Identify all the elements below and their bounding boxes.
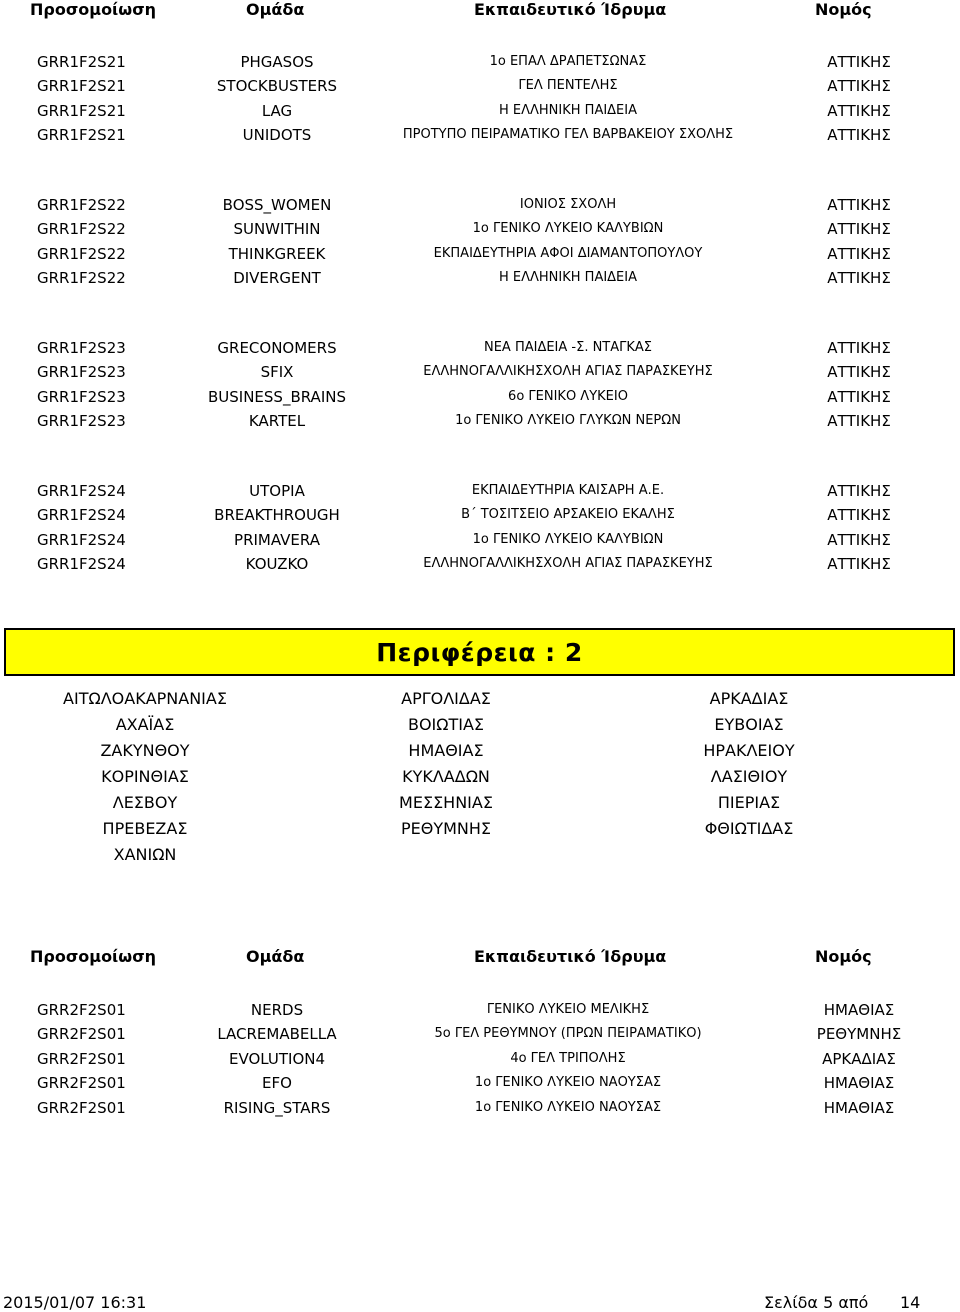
region-prefecture: ΑΡΚΑΔΙΑΣ [709, 689, 789, 708]
cell-prefecture: ΑΤΤΙΚΗΣ [827, 388, 891, 406]
table-row [0, 1072, 960, 1094]
cell-prefecture: ΑΤΤΙΚΗΣ [827, 506, 891, 524]
cell-simulation: GRR1F2S22 [37, 196, 126, 214]
table-row [0, 1023, 960, 1045]
region-prefecture: ΑΡΓΟΛΙΔΑΣ [401, 689, 491, 708]
cell-team: KARTEL [248, 412, 306, 430]
cell-team: EVOLUTION4 [228, 1050, 326, 1068]
table-row [0, 51, 960, 73]
table-row [0, 1048, 960, 1070]
cell-simulation: GRR1F2S23 [37, 388, 126, 406]
cell-school: 4ο ΓΕΛ ΤΡΙΠΟΛΗΣ [510, 1051, 626, 1066]
cell-simulation: GRR1F2S22 [37, 269, 126, 287]
cell-team: DIVERGENT [233, 269, 321, 287]
cell-school: ΝΕΑ ΠΑΙΔΕΙΑ -Σ. ΝΤΑΓΚΑΣ [483, 340, 653, 355]
cell-prefecture: ΑΡΚΑΔΙΑΣ [822, 1050, 896, 1068]
cell-simulation: GRR1F2S24 [37, 531, 126, 549]
cell-school: ΕΚΠΑΙΔΕΥΤΗΡΙΑ ΚΑΙΣΑΡΗ Α.Ε. [471, 483, 665, 498]
table-row [0, 386, 960, 408]
region-prefecture: ΚΟΡΙΝΘΙΑΣ [101, 767, 189, 786]
cell-simulation: GRR1F2S21 [37, 102, 126, 120]
cell-school: 6ο ΓΕΝΙΚΟ ΛΥΚΕΙΟ [508, 389, 628, 404]
cell-team: UNIDOTS [242, 126, 312, 144]
cell-prefecture: ΑΤΤΙΚΗΣ [827, 220, 891, 238]
table-row [0, 529, 960, 551]
cell-team: EFO [262, 1074, 292, 1092]
footer-timestamp: 2015/01/07 16:31 [3, 1293, 147, 1312]
header-simulation: Προσομοίωση [30, 0, 157, 19]
region-prefecture: ΗΜΑΘΙΑΣ [408, 741, 484, 760]
region-prefecture: ΧΑΝΙΩΝ [113, 845, 177, 864]
cell-team: KOUZKO [245, 555, 309, 573]
cell-simulation: GRR2F2S01 [37, 1074, 126, 1092]
cell-prefecture: ΑΤΤΙΚΗΣ [827, 339, 891, 357]
region-prefecture: ΠΙΕΡΙΑΣ [717, 793, 781, 812]
cell-prefecture: ΑΤΤΙΚΗΣ [827, 53, 891, 71]
table-row [0, 100, 960, 122]
cell-team: BUSINESS_BRAINS [208, 388, 346, 406]
region-title: Περιφέρεια : 2 [376, 637, 583, 667]
cell-school: ΕΛΛΗΝΟΓΑΛΛΙΚΗΣΧΟΛΗ ΑΓΙΑΣ ΠΑΡΑΣΚΕΥΗΣ [423, 556, 713, 571]
header-team: Ομάδα [246, 947, 305, 966]
cell-prefecture: ΑΤΤΙΚΗΣ [827, 555, 891, 573]
cell-simulation: GRR2F2S01 [37, 1001, 126, 1019]
cell-school: ΙΟΝΙΟΣ ΣΧΟΛΗ [519, 197, 617, 212]
table-row [0, 243, 960, 265]
footer-page-label: Σελίδα 5 από [764, 1293, 869, 1312]
cell-school: 1ο ΕΠΑΛ ΔΡΑΠΕΤΣΩΝΑΣ [489, 54, 647, 69]
cell-team: GRECONOMERS [217, 339, 337, 357]
cell-team: SFIX [260, 363, 294, 381]
table-row [0, 194, 960, 216]
table-row [0, 553, 960, 575]
cell-team: SUNWITHIN [233, 220, 321, 238]
cell-school: ΓΕΝΙΚΟ ΛΥΚΕΙΟ ΜΕΛΙΚΗΣ [486, 1002, 650, 1017]
region-prefecture: ΒΟΙΩΤΙΑΣ [407, 715, 485, 734]
cell-school: ΓΕΛ ΠΕΝΤΕΛΗΣ [518, 78, 618, 93]
cell-simulation: GRR1F2S21 [37, 77, 126, 95]
cell-school: 1ο ΓΕΝΙΚΟ ΛΥΚΕΙΟ ΝΑΟΥΣΑΣ [474, 1075, 662, 1090]
table-row [0, 124, 960, 146]
cell-simulation: GRR2F2S01 [37, 1099, 126, 1117]
header-school: Εκπαιδευτικό Ίδρυμα [474, 0, 667, 19]
region-prefecture: ΛΕΣΒΟΥ [112, 793, 178, 812]
cell-school: 1ο ΓΕΝΙΚΟ ΛΥΚΕΙΟ ΚΑΛΥΒΙΩΝ [472, 221, 664, 236]
cell-prefecture: ΑΤΤΙΚΗΣ [827, 363, 891, 381]
cell-school: 1ο ΓΕΝΙΚΟ ΛΥΚΕΙΟ ΚΑΛΥΒΙΩΝ [472, 532, 664, 547]
cell-simulation: GRR1F2S24 [37, 482, 126, 500]
table-row [0, 361, 960, 383]
cell-prefecture: ΑΤΤΙΚΗΣ [827, 196, 891, 214]
table-row [0, 410, 960, 432]
cell-simulation: GRR1F2S22 [37, 220, 126, 238]
header-prefecture: Νομός [815, 0, 872, 19]
table-row [0, 1097, 960, 1119]
cell-team: PRIMAVERA [234, 531, 320, 549]
table-row [0, 218, 960, 240]
cell-simulation: GRR1F2S21 [37, 126, 126, 144]
table-row [0, 75, 960, 97]
cell-prefecture: ΗΜΑΘΙΑΣ [823, 1074, 895, 1092]
cell-prefecture: ΗΜΑΘΙΑΣ [823, 1001, 895, 1019]
table-header [0, 0, 960, 22]
region-prefecture: ΠΡΕΒΕΖΑΣ [102, 819, 188, 838]
header-simulation: Προσομοίωση [30, 947, 157, 966]
region-prefecture: ΛΑΣΙΘΙΟΥ [710, 767, 788, 786]
header-prefecture: Νομός [815, 947, 872, 966]
cell-prefecture: ΑΤΤΙΚΗΣ [827, 531, 891, 549]
cell-school: Β΄ ΤΟΣΙΤΣΕΙΟ ΑΡΣΑΚΕΙΟ ΕΚΑΛΗΣ [461, 507, 675, 522]
region-prefecture: ΡΕΘΥΜΝΗΣ [400, 819, 492, 838]
cell-simulation: GRR2F2S01 [37, 1050, 126, 1068]
cell-team: PHGASOS [240, 53, 314, 71]
cell-team: LACREMABELLA [217, 1025, 337, 1043]
header-school: Εκπαιδευτικό Ίδρυμα [474, 947, 667, 966]
region-prefecture: ΑΧΑΪΑΣ [115, 715, 175, 734]
cell-team: THINKGREEK [228, 245, 326, 263]
cell-team: UTOPIA [249, 482, 305, 500]
cell-prefecture: ΗΜΑΘΙΑΣ [823, 1099, 895, 1117]
cell-school: 1ο ΓΕΝΙΚΟ ΛΥΚΕΙΟ ΓΛΥΚΩΝ ΝΕΡΩΝ [455, 413, 681, 428]
cell-team: STOCKBUSTERS [216, 77, 338, 95]
cell-team: RISING_STARS [223, 1099, 331, 1117]
cell-simulation: GRR1F2S21 [37, 53, 126, 71]
cell-prefecture: ΑΤΤΙΚΗΣ [827, 482, 891, 500]
cell-school: Η ΕΛΛΗΝΙΚΗ ΠΑΙΔΕΙΑ [498, 270, 638, 285]
table-row [0, 504, 960, 526]
region-prefecture: ΜΕΣΣΗΝΙΑΣ [399, 793, 493, 812]
region-prefecture: ΖΑΚΥΝΘΟΥ [100, 741, 190, 760]
cell-prefecture: ΑΤΤΙΚΗΣ [827, 102, 891, 120]
region-prefecture: ΑΙΤΩΛΟΑΚΑΡΝΑΝΙΑΣ [63, 689, 227, 708]
region-banner [4, 628, 955, 676]
table-row [0, 480, 960, 502]
cell-school: Η ΕΛΛΗΝΙΚΗ ΠΑΙΔΕΙΑ [498, 103, 638, 118]
cell-simulation: GRR2F2S01 [37, 1025, 126, 1043]
region-prefecture: ΗΡΑΚΛΕΙΟΥ [703, 741, 795, 760]
region-prefecture: ΚΥΚΛΑΔΩΝ [402, 767, 490, 786]
header-team: Ομάδα [246, 0, 305, 19]
cell-simulation: GRR1F2S24 [37, 506, 126, 524]
table-row [0, 999, 960, 1021]
footer-page-total: 14 [900, 1293, 921, 1312]
table-row [0, 337, 960, 359]
region-prefecture: ΦΘΙΩΤΙΔΑΣ [704, 819, 794, 838]
cell-team: NERDS [250, 1001, 304, 1019]
cell-school: ΠΡΟΤΥΠΟ ΠΕΙΡΑΜΑΤΙΚΟ ΓΕΛ ΒΑΡΒΑΚΕΙΟΥ ΣΧΟΛΗΣ [402, 127, 734, 142]
table-row [0, 267, 960, 289]
cell-school: ΕΚΠΑΙΔΕΥΤΗΡΙΑ ΑΦΟΙ ΔΙΑΜΑΝΤΟΠΟΥΛΟΥ [433, 246, 703, 261]
cell-simulation: GRR1F2S23 [37, 412, 126, 430]
region-prefecture: ΕΥΒΟΙΑΣ [714, 715, 784, 734]
cell-simulation: GRR1F2S23 [37, 339, 126, 357]
cell-simulation: GRR1F2S22 [37, 245, 126, 263]
cell-school: ΕΛΛΗΝΟΓΑΛΛΙΚΗΣΧΟΛΗ ΑΓΙΑΣ ΠΑΡΑΣΚΕΥΗΣ [423, 364, 713, 379]
cell-prefecture: ΑΤΤΙΚΗΣ [827, 126, 891, 144]
cell-simulation: GRR1F2S24 [37, 555, 126, 573]
cell-team: BREAKTHROUGH [214, 506, 340, 524]
cell-prefecture: ΑΤΤΙΚΗΣ [827, 269, 891, 287]
cell-prefecture: ΡΕΘΥΜΝΗΣ [816, 1025, 902, 1043]
cell-school: 1ο ΓΕΝΙΚΟ ΛΥΚΕΙΟ ΝΑΟΥΣΑΣ [474, 1100, 662, 1115]
table-header [0, 947, 960, 969]
cell-prefecture: ΑΤΤΙΚΗΣ [827, 412, 891, 430]
cell-team: LAG [261, 102, 293, 120]
cell-simulation: GRR1F2S23 [37, 363, 126, 381]
cell-prefecture: ΑΤΤΙΚΗΣ [827, 77, 891, 95]
cell-team: BOSS_WOMEN [222, 196, 332, 214]
cell-school: 5ο ΓΕΛ ΡΕΘΥΜΝΟΥ (ΠΡΩΝ ΠΕΙΡΑΜΑΤΙΚΟ) [434, 1026, 702, 1041]
cell-prefecture: ΑΤΤΙΚΗΣ [827, 245, 891, 263]
